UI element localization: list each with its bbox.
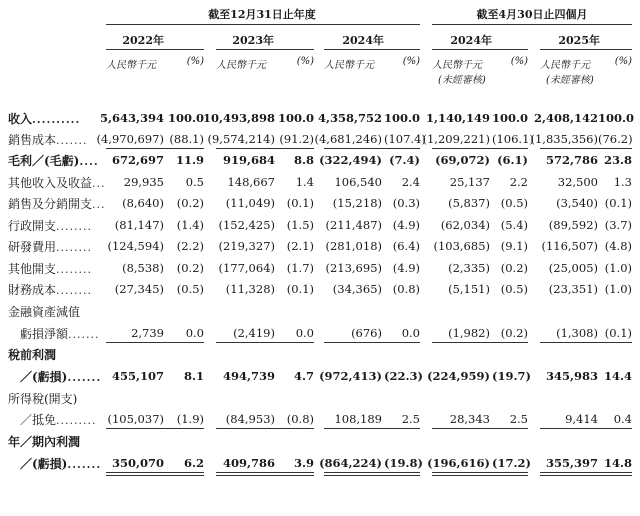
unit-amount-2024-4m: 人民幣千元 [432,60,482,71]
percent-cell: (0.5) [500,196,528,210]
percent-cell: (4.8) [604,239,632,253]
amount-cell: 148,667 [227,175,275,189]
unit-amount-2025-4m: 人民幣千元 [540,60,590,71]
subtotal-rule [106,428,204,429]
amount-cell: (25,005) [548,261,598,275]
subtotal-rule [432,428,528,429]
subtotal-rule [106,342,204,343]
amount-cell: 2,739 [131,326,164,340]
percent-cell: 2.5 [509,412,528,426]
row-label [8,238,92,255]
amount-cell: 25,137 [449,175,490,189]
percent-cell: (1.5) [286,218,314,232]
row-label-text: ／(虧損) [8,457,68,471]
amount-cell: 4,358,752 [317,111,382,125]
row-label: 年／期內利潤 [8,435,81,449]
year-rule-2022 [106,49,204,50]
amount-cell: (864,224) [319,456,382,470]
percent-cell: (107.4) [384,132,426,146]
leader-dots: ........ [56,241,92,254]
percent-cell: (1.0) [604,282,632,296]
percent-cell: 100.0 [384,111,421,125]
leader-dots: .... [79,155,99,168]
amount-cell: 106,540 [334,175,382,189]
subtotal-rule [540,148,632,149]
leader-dots: ....... [67,458,102,471]
amount-cell: (1,209,221) [422,132,490,146]
subtotal-rule [432,342,528,343]
amount-cell: (81,147) [114,218,164,232]
amount-cell: 9,414 [565,412,598,426]
unit-amount-2024: 人民幣千元 [324,60,374,71]
amount-cell: (15,218) [332,196,382,210]
amount-cell: 345,983 [545,369,598,383]
percent-cell: 100.0 [492,111,529,125]
unaudited-note-2025-4m: (未經審核) [546,75,594,86]
percent-cell: (2.1) [286,239,314,253]
amount-cell: (196,616) [427,456,490,470]
percent-cell: 0.0 [185,326,204,340]
amount-cell: (103,685) [433,239,490,253]
percent-cell: 14.8 [603,456,632,470]
unit-pct-2025-4m: (%) [614,56,632,67]
amount-cell: (224,959) [427,369,490,383]
percent-cell: (4.9) [392,218,420,232]
leader-dots: ........ [56,284,92,297]
unit-pct-2024-4m: (%) [510,56,528,67]
percent-cell: 1.4 [295,175,314,189]
amount-cell: 572,786 [545,153,598,167]
amount-cell: (177,064) [218,261,275,275]
percent-cell: 4.7 [293,369,314,383]
percent-cell: (0.8) [392,282,420,296]
subtotal-rule [540,342,632,343]
amount-cell: 32,500 [557,175,598,189]
amount-cell: (281,018) [325,239,382,253]
percent-cell: (1.4) [176,218,204,232]
unit-amount-2022: 人民幣千元 [106,60,156,71]
amount-cell: 355,397 [545,456,598,470]
percent-cell: (2.2) [176,239,204,253]
row-label-text: 收入 [8,112,33,126]
percent-cell: (0.1) [604,326,632,340]
subtotal-rule [106,148,204,149]
percent-cell: (91.2) [279,132,314,146]
year-header-2024-4m: 2024年 [450,34,492,47]
amount-cell: 494,739 [222,369,275,383]
amount-cell: (5,837) [448,196,490,210]
amount-cell: (211,487) [325,218,382,232]
row-label [8,110,80,127]
amount-cell: (23,351) [548,282,598,296]
row-label [8,217,92,234]
row-label [8,260,92,277]
amount-cell: (4,681,246) [314,132,382,146]
row-label [8,281,92,298]
subtotal-rule [106,472,204,473]
amount-cell: 28,343 [449,412,490,426]
subtotal-rule [324,475,420,476]
percent-cell: 14.4 [603,369,632,383]
percent-cell: (22.3) [384,369,423,383]
amount-cell: (84,953) [225,412,275,426]
percent-cell: 6.2 [183,456,204,470]
unit-pct-2022: (%) [186,56,204,67]
percent-cell: (0.8) [286,412,314,426]
percent-cell: 23.8 [603,153,632,167]
amount-cell: 409,786 [222,456,275,470]
row-label-text: 其他收入及收益 [8,176,93,190]
amount-cell: 2,408,142 [533,111,598,125]
amount-cell: (116,507) [541,239,598,253]
year-rule-2024-4m [432,49,528,50]
percent-cell: (6.1) [497,153,528,167]
row-label-text: 其他開支 [8,262,57,276]
amount-cell: (1,835,356) [530,132,598,146]
row-label-text: 財務成本 [8,283,57,297]
percent-cell: 3.9 [293,456,314,470]
subtotal-rule [216,472,314,473]
year-rule-2025-4m [540,49,632,50]
amount-cell: (124,594) [107,239,164,253]
leader-dots: .......... [32,113,81,126]
amount-cell: (1,308) [556,326,598,340]
row-label-text: 毛利／(毛虧) [8,154,80,168]
year-header-2023: 2023年 [232,34,274,47]
row-label: 所得稅(開支) [8,392,78,406]
amount-cell: (9,574,214) [207,132,275,146]
percent-cell: (0.2) [176,261,204,275]
amount-cell: 108,189 [334,412,382,426]
amount-cell: (11,049) [225,196,275,210]
year-header-2025-4m: 2025年 [558,34,600,47]
year-header-2024: 2024年 [342,34,384,47]
year-header-2022: 2022年 [122,34,164,47]
leader-dots: ....... [56,134,88,147]
amount-cell: 1,140,149 [425,111,490,125]
unit-pct-2024: (%) [402,56,420,67]
row-label [8,131,88,148]
amount-cell: (322,494) [319,153,382,167]
subtotal-rule [324,148,420,149]
percent-cell: (0.1) [286,282,314,296]
leader-dots: ....... [68,328,100,341]
amount-cell: (2,419) [233,326,275,340]
percent-cell: 2.2 [509,175,528,189]
amount-cell: 919,684 [222,153,275,167]
amount-cell: (213,695) [325,261,382,275]
row-label: 金融資產減值 [8,305,81,319]
amount-cell: (27,345) [114,282,164,296]
percent-cell: 100.0 [598,111,635,125]
amount-cell: 455,107 [111,369,164,383]
amount-cell: (152,425) [218,218,275,232]
percent-cell: (1.7) [286,261,314,275]
percent-cell: 2.4 [401,175,420,189]
unit-pct-2023: (%) [296,56,314,67]
unaudited-note-2024-4m: (未經審核) [438,75,486,86]
row-label-text: 銷售及分銷開支 [8,197,93,211]
amount-cell: (219,327) [218,239,275,253]
subtotal-rule [540,472,632,473]
leader-dots: ... [92,177,106,190]
percent-cell: (4.9) [392,261,420,275]
amount-cell: (34,365) [332,282,382,296]
percent-cell: 0.5 [185,175,204,189]
amount-cell: (62,034) [440,218,490,232]
subtotal-rule [432,148,528,149]
percent-cell: (0.5) [500,282,528,296]
period-4m-rule [432,24,632,25]
percent-cell: (0.1) [604,196,632,210]
percent-cell: (0.2) [500,326,528,340]
percent-cell: 2.5 [401,412,420,426]
percent-cell: (6.4) [392,239,420,253]
subtotal-rule [432,475,528,476]
percent-cell: 1.3 [613,175,632,189]
subtotal-rule [216,148,314,149]
amount-cell: (11,328) [225,282,275,296]
leader-dots: ........ [56,263,92,276]
percent-cell: (1.0) [604,261,632,275]
amount-cell: (972,413) [319,369,382,383]
subtotal-rule [540,475,632,476]
percent-cell: (9.1) [500,239,528,253]
amount-cell: 350,070 [111,456,164,470]
amount-cell: 5,643,394 [99,111,164,125]
percent-cell: 100.0 [168,111,205,125]
percent-cell: (106.1) [492,132,534,146]
percent-cell: (5.4) [500,218,528,232]
percent-cell: (0.5) [176,282,204,296]
amount-cell: (69,072) [435,153,490,167]
subtotal-rule [106,475,204,476]
subtotal-rule [324,428,420,429]
amount-cell: (1,982) [448,326,490,340]
percent-cell: 8.8 [293,153,314,167]
amount-cell: (5,151) [448,282,490,296]
row-label-text: 行政開支 [8,219,57,233]
percent-cell: 100.0 [278,111,315,125]
row-label: 稅前利潤 [8,348,57,362]
amount-cell: (105,037) [107,412,164,426]
unit-amount-2023: 人民幣千元 [216,60,266,71]
amount-cell: (676) [351,326,382,340]
percent-cell: (7.4) [389,153,420,167]
leader-dots: ........ [56,220,92,233]
subtotal-rule [540,428,632,429]
period-header-fiscal-year: 截至12月31日止年度 [208,8,316,21]
percent-cell: (88.1) [169,132,204,146]
leader-dots: ... [92,198,106,211]
percent-cell: (19.8) [384,456,423,470]
subtotal-rule [432,472,528,473]
row-label-text: ／抵免 [8,413,57,427]
percent-cell: 0.4 [613,412,632,426]
amount-cell: (8,640) [122,196,164,210]
percent-cell: 11.9 [175,153,204,167]
amount-cell: (4,970,697) [96,132,164,146]
subtotal-rule [216,342,314,343]
percent-cell: (1.9) [176,412,204,426]
percent-cell: 8.1 [183,369,204,383]
percent-cell: (19.7) [492,369,531,383]
subtotal-rule [216,428,314,429]
amount-cell: 672,697 [111,153,164,167]
percent-cell: (0.1) [286,196,314,210]
percent-cell: (0.3) [392,196,420,210]
leader-dots: ....... [67,371,102,384]
row-label-text: 虧損淨額 [8,327,69,341]
row-label-text: 銷售成本 [8,133,57,147]
percent-cell: (0.2) [500,261,528,275]
subtotal-rule [324,342,420,343]
percent-cell: (0.2) [176,196,204,210]
amount-cell: (89,592) [548,218,598,232]
percent-cell: (17.2) [492,456,531,470]
percent-cell: (76.2) [598,132,633,146]
amount-cell: 10,493,898 [202,111,275,125]
year-rule-2024 [324,49,420,50]
leader-dots: ......... [56,414,97,427]
percent-cell: 0.0 [401,326,420,340]
amount-cell: (8,538) [122,261,164,275]
percent-cell: (3.7) [604,218,632,232]
percent-cell: 0.0 [295,326,314,340]
amount-cell: (3,540) [556,196,598,210]
subtotal-rule [216,475,314,476]
row-label-text: 研發費用 [8,240,57,254]
period-header-four-months: 截至4月30日止四個月 [476,8,588,21]
amount-cell: 29,935 [123,175,164,189]
subtotal-rule [324,472,420,473]
year-rule-2023 [216,49,314,50]
amount-cell: (2,335) [448,261,490,275]
row-label-text: ／(虧損) [8,370,68,384]
period-fy-rule [106,24,420,25]
